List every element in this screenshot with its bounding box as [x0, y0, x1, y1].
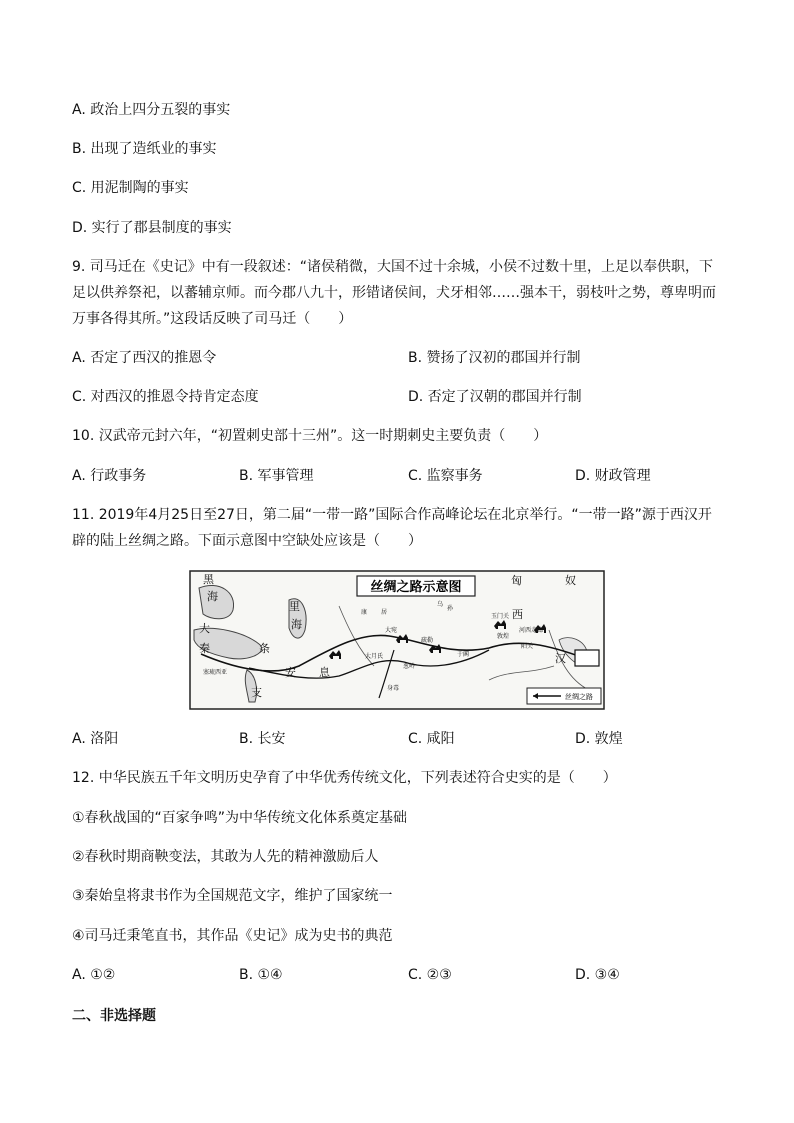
q10-option-c: C. 监察事务 [408, 468, 483, 484]
q9-option-c: C. 对西汉的推恩令持肯定态度 [72, 389, 259, 405]
q12-item-1: ①春秋战国的“百家争鸣”为中华传统文化体系奠定基础 [72, 810, 408, 826]
q9-stem-line-3: 万事各得其所。”这段话反映了司马迁（ ） [72, 311, 353, 327]
q12-item-3: ③秦始皇将隶书作为全国规范文字，维护了国家统一 [72, 888, 393, 904]
q11-option-b: B. 长安 [239, 731, 286, 747]
label-hai1: 海 [207, 590, 218, 603]
label-xi1: 息 [319, 666, 330, 679]
q12-item-4: ④司马迁秉笔直书，其作品《史记》成为史书的典范 [72, 928, 393, 944]
label-hei: 黑 [203, 573, 214, 586]
label-shule: 疏勒 [421, 637, 434, 644]
q8-option-b: B. 出现了造纸业的事实 [72, 141, 217, 157]
label-hexi: 河西走廊 [519, 627, 544, 634]
label-xiong: 匈 [511, 574, 522, 587]
q11-stem-line-1: 11. 2019年4月25日至27日，第二届“一带一路”国际合作高峰论坛在北京举行。“一带一路”源于西汉开 [72, 507, 712, 523]
label-dunhuang: 敦煌 [497, 633, 510, 640]
label-tiao: 条 [259, 642, 270, 655]
q8-option-a: A. 政治上四分五裂的事实 [72, 102, 231, 118]
q10-option-b: B. 军事管理 [239, 468, 314, 484]
label-an: 安 [285, 666, 296, 679]
label-yutian: 于阗 [457, 651, 470, 658]
label-congling: 葱岭 [403, 663, 416, 670]
label-sun: 孙 [447, 605, 454, 612]
q11-option-d: D. 敦煌 [575, 731, 623, 747]
q12-option-d: D. ③④ [575, 967, 620, 983]
label-qin: 秦 [199, 642, 210, 655]
label-kang: 康 [361, 609, 368, 616]
q12-item-2: ②春秋时期商鞅变法，其敢为人先的精神激励后人 [72, 849, 379, 865]
legend-label: 丝绸之路 [565, 693, 593, 701]
section-heading-non-choice: 二、非选择题 [72, 1008, 156, 1024]
label-hai2: 海 [291, 618, 302, 631]
label-han: 汉 [555, 652, 566, 665]
q9-option-b: B. 赞扬了汉初的郡国并行制 [408, 350, 581, 366]
silk-road-map [189, 570, 605, 710]
label-shendu: 身毒 [387, 685, 400, 692]
q9-option-d: D. 否定了汉朝的郡国并行制 [408, 389, 582, 405]
label-zhi: 支 [251, 686, 262, 699]
label-nu: 奴 [565, 574, 576, 587]
q12-option-b: B. ①④ [239, 967, 283, 983]
q9-stem-line-2: 足以供养祭祀，以蕃辅京师。而今郡八九十，形错诸侯间，犬牙相邻……强本干，弱枝叶之势，尊卑明而 [72, 285, 716, 301]
q9-option-a: A. 否定了西汉的推恩令 [72, 350, 217, 366]
label-seleucia: 塞琉西亚 [203, 669, 228, 676]
q10-option-d: D. 财政管理 [575, 468, 651, 484]
label-dayuezhi: 大月氏 [365, 653, 384, 660]
map-title: 丝绸之路示意图 [370, 580, 462, 595]
label-dayuan: 大宛 [385, 627, 398, 634]
label-yangguan: 阳关 [521, 643, 534, 650]
label-da: 大 [199, 622, 210, 635]
q8-option-d: D. 实行了郡县制度的事实 [72, 220, 232, 236]
label-wu: 乌 [437, 601, 444, 608]
q10-stem: 10. 汉武帝元封六年，“初置刺史部十三州”。这一时期刺史主要负责（ ） [72, 428, 548, 444]
label-li: 里 [289, 600, 300, 613]
q8-option-c: C. 用泥制陶的事实 [72, 180, 189, 196]
blank-location-box [575, 650, 599, 666]
q11-option-c: C. 咸阳 [408, 731, 455, 747]
q11-option-a: A. 洛阳 [72, 731, 119, 747]
q12-option-c: C. ②③ [408, 967, 452, 983]
q11-stem-line-2: 辟的陆上丝绸之路。下面示意图中空缺处应该是（ ） [72, 533, 422, 549]
q12-option-a: A. ①② [72, 967, 116, 983]
q9-stem-line-1: 9. 司马迁在《史记》中有一段叙述：“诸侯稍微，大国不过十余城，小侯不过数十里，上足以奉供职，下 [72, 259, 714, 275]
q12-stem: 12. 中华民族五千年文明历史孕育了中华优秀传统文化，下列表述符合史实的是（ ） [72, 770, 617, 786]
q10-option-a: A. 行政事务 [72, 468, 147, 484]
label-ju: 居 [381, 609, 388, 616]
label-yumenguan: 玉门关 [491, 613, 510, 620]
label-xi2: 西 [512, 608, 523, 621]
